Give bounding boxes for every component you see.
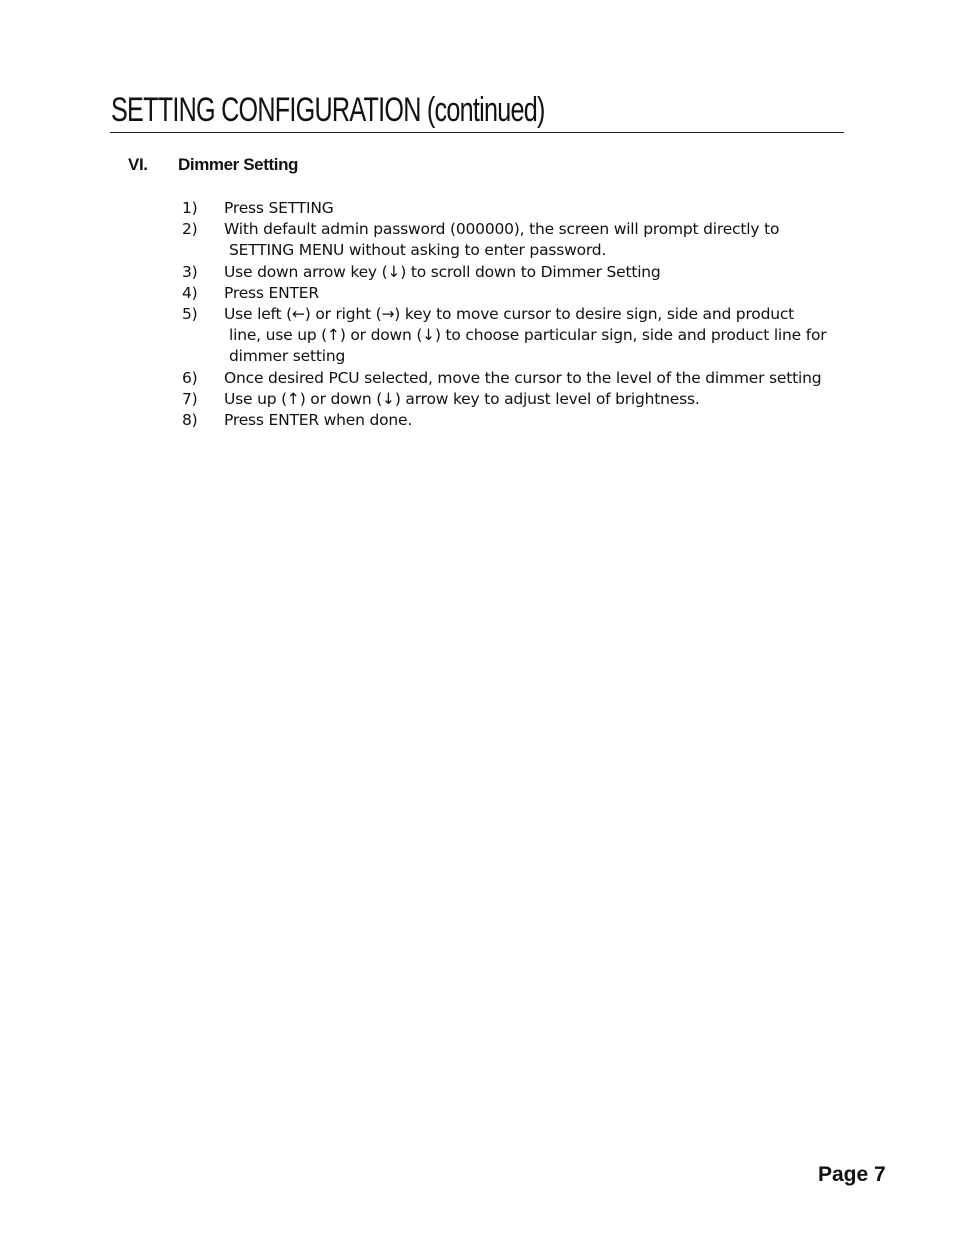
step-line: With default admin password (000000), the screen will prompt directly to [224, 220, 780, 239]
steps-list [182, 198, 862, 431]
list-item [182, 304, 862, 368]
step-number: 4) [182, 283, 198, 302]
step-number: 7) [182, 389, 198, 408]
list-item [182, 283, 862, 304]
step-line: Press ENTER [224, 283, 319, 302]
step-line: SETTING MENU without asking to enter password. [229, 241, 607, 260]
list-item [182, 389, 862, 410]
list-item [182, 410, 862, 431]
title-underline [110, 132, 844, 133]
step-text [224, 410, 862, 431]
list-item [182, 368, 862, 389]
step-number: 8) [182, 411, 198, 430]
step-number: 3) [182, 262, 198, 281]
step-number: 5) [182, 305, 198, 324]
step-text [224, 283, 862, 304]
section-title: Dimmer Setting [178, 155, 299, 174]
list-item [182, 262, 862, 283]
page-number: Page 7 [818, 1163, 886, 1186]
step-number: 2) [182, 220, 198, 239]
step-number: 1) [182, 199, 198, 217]
list-item [182, 198, 862, 219]
step-text [224, 262, 862, 283]
list-item [182, 219, 862, 261]
step-line: Press SETTING [224, 199, 334, 217]
step-line: Use down arrow key (↓) to scroll down to Dimmer Setting [224, 262, 661, 281]
step-line: Use left (←) or right (→) key to move cursor to desire sign, side and product [224, 305, 795, 324]
section-number: VI. [128, 155, 148, 174]
page-title: SETTING CONFIGURATION (continued) [111, 91, 545, 129]
step-line: Use up (↑) or down (↓) arrow key to adjust level of brightness. [224, 389, 700, 408]
step-line: line, use up (↑) or down (↓) to choose particular sign, side and product line for [229, 326, 827, 345]
step-text [224, 304, 862, 368]
step-line: Press ENTER when done. [224, 411, 413, 430]
step-line: dimmer setting [229, 347, 346, 366]
step-text [224, 219, 862, 261]
step-text [224, 368, 862, 389]
step-number: 6) [182, 368, 198, 387]
step-text [224, 198, 862, 219]
step-text [224, 389, 862, 410]
step-line: Once desired PCU selected, move the cursor to the level of the dimmer setting [224, 368, 822, 387]
